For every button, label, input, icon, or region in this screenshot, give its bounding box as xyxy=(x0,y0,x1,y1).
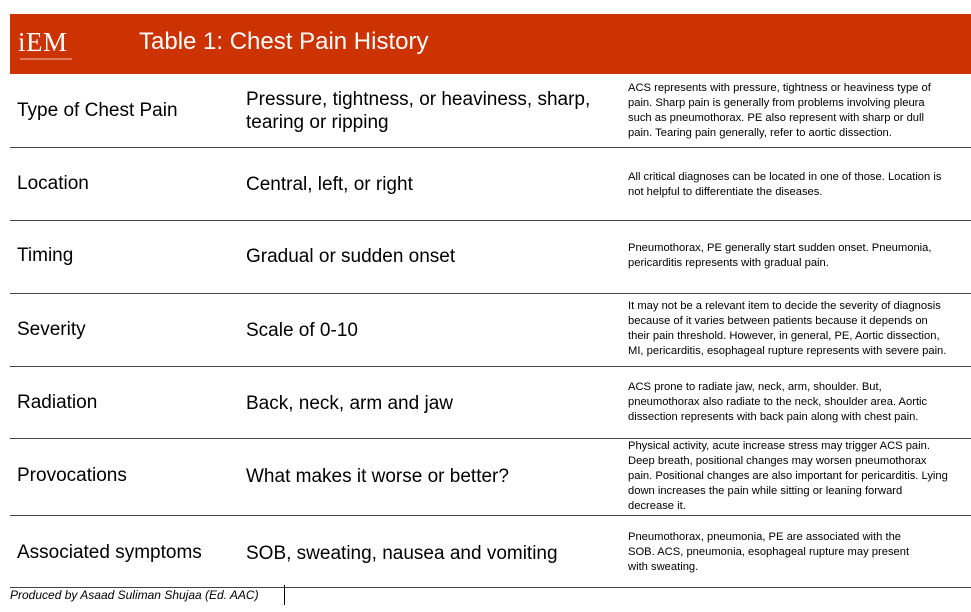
table-row xyxy=(10,516,971,588)
row-label: Provocations xyxy=(17,465,127,486)
row-note: Physical activity, acute increase stress may trigger ACS pain. Deep breath, positional changes may worsen pneumothorax pain. Positional changes are also important for pericarditis. Lying down increases the pain while sitting or leaning forward decrease it. xyxy=(628,440,948,512)
table-row xyxy=(10,294,971,367)
author-credit: Produced by Asaad Suliman Shujaa (Ed. AAC) xyxy=(10,588,259,602)
row-label: Radiation xyxy=(17,392,98,413)
row-description: Scale of 0-10 xyxy=(246,320,358,341)
row-label: Type of Chest Pain xyxy=(17,100,178,121)
row-label: Location xyxy=(17,173,89,194)
row-note: Pneumothorax, pneumonia, PE are associated with the SOB. ACS, pneumonia, esophageal rupture may present with sweating. xyxy=(628,531,910,573)
row-description: Back, neck, arm and jaw xyxy=(246,393,453,414)
text-cursor xyxy=(284,585,285,605)
row-note: It may not be a relevant item to decide the severity of diagnosis because of it varies between patients because it depends on their pain threshold. However, in general, PE, Aortic dissection, MI, pericarditis, esophageal rupture represents with severe pain. xyxy=(628,300,947,357)
row-description: Pressure, tightness, or heaviness, sharp, tearing or ripping xyxy=(246,89,591,133)
table-row xyxy=(10,439,971,516)
table-title: Table 1: Chest Pain History xyxy=(139,28,429,55)
row-note: ACS prone to radiate jaw, neck, arm, shoulder. But, pneumothorax also radiate to the neck, shoulder area. Aortic dissection represents with back pain along with chest pain. xyxy=(628,381,928,423)
table-row xyxy=(10,221,971,294)
chest-pain-table xyxy=(10,74,971,588)
row-description: What makes it worse or better? xyxy=(246,466,509,487)
row-label: Timing xyxy=(17,245,74,266)
row-note: All critical diagnoses can be located in one of those. Location is not helpful to differentiate the diseases. xyxy=(628,171,942,198)
iem-logo: iEM xyxy=(18,27,68,57)
table-row xyxy=(10,148,971,221)
row-label: Associated symptoms xyxy=(17,542,202,563)
row-description: SOB, sweating, nausea and vomiting xyxy=(246,543,558,564)
table-row xyxy=(10,367,971,439)
row-label: Severity xyxy=(17,319,86,340)
row-note: Pneumothorax, PE generally start sudden onset. Pneumonia, pericarditis represents with gradual pain. xyxy=(628,242,932,269)
table-row xyxy=(10,74,971,148)
row-note: ACS represents with pressure, tightness or heaviness type of pain. Sharp pain is generally from problems involving pleura such as pneumothorax. PE also represent with sharp or dull pain. Tearing pain generally, refer to aortic dissection. xyxy=(628,82,931,139)
row-description: Central, left, or right xyxy=(246,174,413,195)
row-description: Gradual or sudden onset xyxy=(246,246,456,267)
table-header-bar xyxy=(10,14,971,74)
logo-underline xyxy=(20,58,72,60)
